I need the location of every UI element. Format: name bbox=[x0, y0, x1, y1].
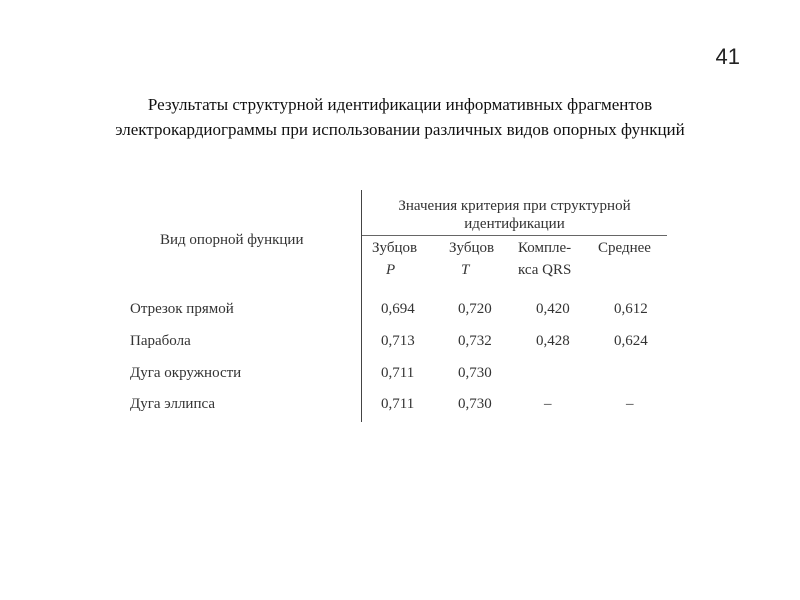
table-cell: 0,624 bbox=[614, 333, 648, 349]
table-cell: 0,694 bbox=[381, 301, 415, 317]
column-header-t bbox=[449, 237, 519, 281]
row-label-circle-arc: Дуга окружности bbox=[130, 365, 242, 381]
page-number: 41 bbox=[715, 44, 740, 69]
column-header-t-line-1: Зубцов bbox=[449, 240, 495, 256]
table-cell: 0,732 bbox=[458, 333, 492, 349]
table-cell: 0,428 bbox=[536, 333, 570, 349]
column-header-qrs bbox=[518, 237, 598, 281]
table-header-divider bbox=[362, 235, 667, 236]
group-header-line-2: идентификации bbox=[464, 216, 565, 232]
table-cell: 0,612 bbox=[614, 301, 648, 317]
column-header-mean-line-1: Среднее bbox=[598, 240, 651, 256]
group-header bbox=[362, 197, 667, 233]
table-cell: 0,730 bbox=[458, 396, 492, 412]
row-label-line-segment: Отрезок прямой bbox=[130, 301, 234, 317]
caption-line-2: электрокардиограммы при использовании различных видов опорных функций bbox=[115, 120, 685, 139]
column-header-p bbox=[372, 237, 442, 281]
table-cell-dash: – bbox=[544, 396, 552, 412]
column-header-qrs-line-1: Комплe- bbox=[518, 240, 572, 256]
table-cell: 0,711 bbox=[381, 396, 415, 412]
row-label-ellipse-arc: Дуга эллипса bbox=[130, 396, 215, 412]
table-cell: 0,711 bbox=[381, 365, 415, 381]
column-header-t-symbol: T bbox=[461, 262, 470, 278]
stub-header: Вид опорной функции bbox=[160, 232, 304, 248]
table-cell: 0,730 bbox=[458, 365, 492, 381]
column-header-p-line-1: Зубцов bbox=[372, 240, 418, 256]
column-header-mean bbox=[598, 237, 678, 259]
caption-line-1: Результаты структурной идентификации информативных фрагментов bbox=[147, 95, 653, 114]
table-cell: 0,420 bbox=[536, 301, 570, 317]
table-cell: 0,720 bbox=[458, 301, 492, 317]
table-cell-dash: – bbox=[626, 396, 634, 412]
table-cell: 0,713 bbox=[381, 333, 415, 349]
column-header-p-symbol: P bbox=[386, 262, 396, 278]
column-header-qrs-line-2: кса QRS bbox=[518, 262, 572, 278]
group-header-line-1: Значения критерия при структурной bbox=[398, 198, 631, 214]
row-label-parabola: Парабола bbox=[130, 333, 191, 349]
